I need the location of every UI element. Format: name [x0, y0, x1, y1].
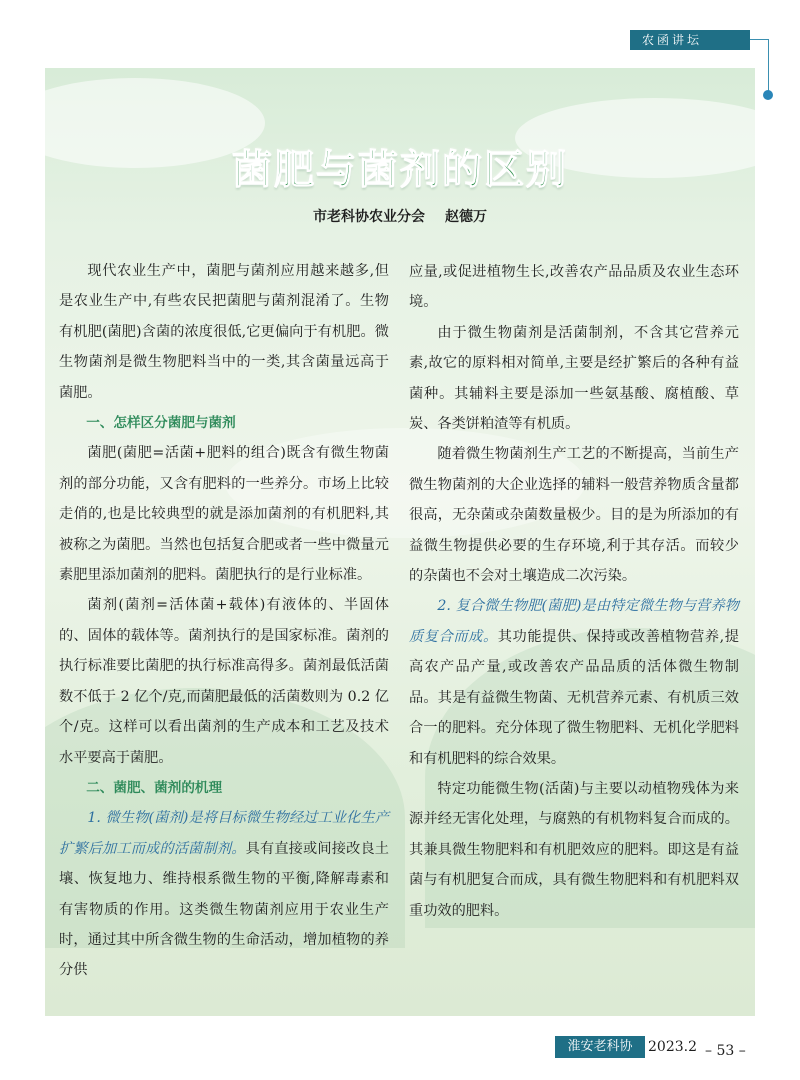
paragraph-rest: 其功能提供、保持或改善植物营养,提高农产品产量,或改善农产品品质的活体微生物制品。其是有益微生物菌、无机营养元素、有机质三效合一的肥料。充分体现了微生物肥料、无机化学肥料和有机肥料的综合效果。	[409, 628, 739, 767]
author-name: 赵德万	[445, 209, 487, 225]
right-column	[409, 257, 739, 926]
page-number: – 53 –	[705, 1043, 746, 1059]
author-org: 市老科协农业分会	[313, 209, 425, 225]
publication-badge: 淮安老科协	[555, 1036, 645, 1058]
paragraph-lead: 1. 微生物(菌剂)是将目标微生物经过工业化生产扩繁后加工而成的活菌制剂。	[59, 810, 389, 857]
tab-rule-horizontal	[750, 39, 768, 40]
section-heading-1: 一、怎样区分菌肥与菌剂	[86, 415, 236, 432]
paragraph: 随着微生物菌剂生产工艺的不断提高，当前生产微生物菌剂的大企业选择的辅料一般营养物质含量都很高，无杂菌或杂菌数量极少。目的是为所添加的有益微生物提供必要的生存环境,利于其存活。而较少的杂菌也不会对土壤造成二次污染。	[409, 446, 739, 585]
tab-rule-vertical	[768, 39, 769, 95]
issue-number: 2023.2	[648, 1039, 697, 1055]
left-column	[59, 256, 389, 986]
article-title: 菌肥与菌剂的区别	[232, 147, 568, 193]
tab-dot-icon	[763, 90, 773, 100]
paragraph: 现代农业生产中，菌肥与菌剂应用越来越多,但是农业生产中,有些农民把菌肥与菌剂混淆了。生物有机肥(菌肥)含菌的浓度很低,它更偏向于有机肥。微生物菌剂是微生物肥料当中的一类,其含菌量远高于菌肥。	[59, 263, 389, 401]
section-tab: 农函讲坛	[630, 30, 750, 50]
paragraph: 特定功能微生物(活菌)与主要以动植物残体为来源并经无害化处理，与腐熟的有机物料复合而成的。其兼具微生物肥料和有机肥效应的肥料。即这是有益菌与有机肥复合而成，具有微生物肥料和有机肥料双重功效的肥料。	[409, 780, 739, 919]
section-heading-2: 二、菌肥、菌剂的机理	[86, 779, 223, 796]
article-panel	[45, 68, 755, 1016]
paragraph-rest: 具有直接或间接改良土壤、恢复地力、维持根系微生物的平衡,降解毒素和有害物质的作用。这类微生物菌剂应用于农业生产时，通过其中所含微生物的生命活动，增加植物的养分供	[59, 840, 389, 979]
paragraph: 菌剂(菌剂=活体菌+载体)有液体的、半固体的、固体的载体等。菌剂执行的是国家标准。菌剂的执行标准要比菌肥的执行标准高得多。菌剂最低活菌数不低于 2 亿个/克,而菌肥最低的活菌数则为 0.2 亿个/克。这样可以看出菌剂的生产成本和工艺及技术水平要高于菌肥。	[59, 597, 389, 766]
byline	[45, 206, 755, 226]
paragraph: 应量,或促进植物生长,改善农产品品质及农业生态环境。	[409, 264, 739, 311]
paragraph: 菌肥(菌肥=活菌+肥料的组合)既含有微生物菌剂的部分功能，又含有肥料的一些养分。市场上比较走俏的,也是比较典型的就是添加菌剂的有机肥料,其被称之为菌肥。当然也包括复合肥或者一些中微量元素肥里添加菌剂的肥料。菌肥执行的是行业标准。	[59, 445, 389, 584]
paragraph	[409, 591, 739, 773]
paragraph-lead: 2. 复合微生物肥(菌肥)是由特定微生物与营养物质复合而成。	[409, 598, 739, 645]
paragraph: 由于微生物菌剂是活菌制剂，不含其它营养元素,故它的原料相对简单,主要是经扩繁后的各种有益菌种。其辅料主要是添加一些氨基酸、腐植酸、草炭、各类饼粕渣等有机质。	[409, 324, 739, 433]
paragraph	[59, 803, 389, 985]
